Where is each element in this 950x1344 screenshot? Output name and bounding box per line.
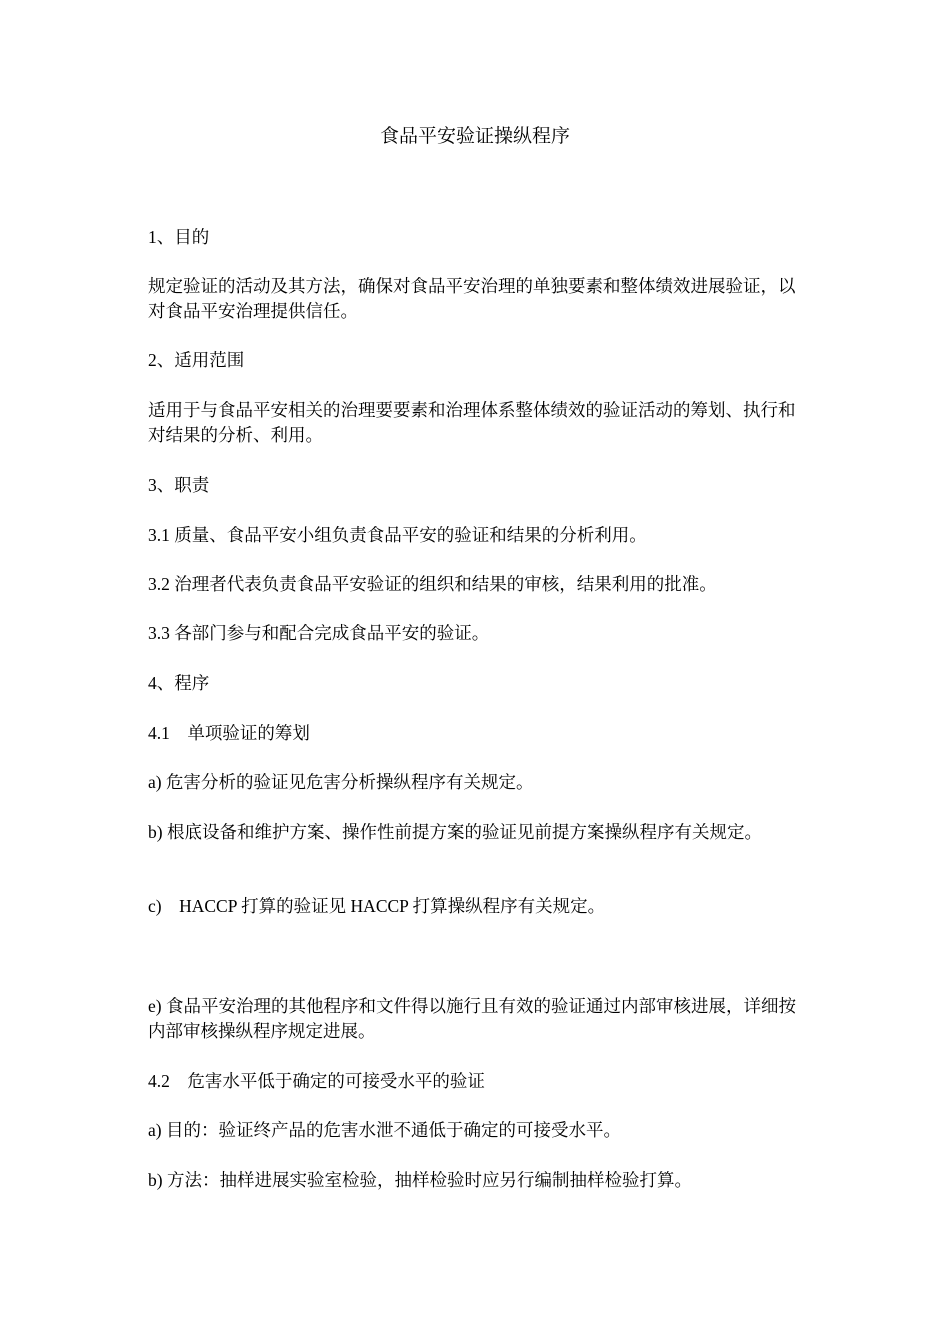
paragraph-scope: 适用于与食品平安相关的治理要要素和治理体系整体绩效的验证活动的筹划、执行和对结果的分析、利用。 — [148, 400, 796, 445]
section-heading-procedure: 4、程序 — [148, 673, 210, 693]
section-heading-scope: 2、适用范围 — [148, 350, 245, 370]
section-heading-responsibilities: 3、职责 — [148, 475, 210, 495]
list-item-e: e) 食品平安治理的其他程序和文件得以施行且有效的验证通过内部审核进展，详细按内部审核操纵程序规定进展。 — [148, 996, 796, 1041]
list-item-a: a) 危害分析的验证见危害分析操纵程序有关规定。 — [148, 772, 534, 792]
subsection-heading-4-2: 4.2 危害水平低于确定的可接受水平的验证 — [148, 1071, 485, 1091]
section-heading-purpose: 1、目的 — [148, 227, 210, 247]
paragraph-purpose: 规定验证的活动及其方法，确保对食品平安治理的单独要素和整体绩效进展验证，以对食品平安治理提供信任。 — [148, 276, 796, 321]
paragraph-responsibility-3-2: 3.2 治理者代表负责食品平安验证的组织和结果的审核，结果利用的批准。 — [148, 574, 717, 594]
paragraph-responsibility-3-1: 3.1 质量、食品平安小组负责食品平安的验证和结果的分析利用。 — [148, 525, 647, 545]
list-item-4-2-b: b) 方法：抽样进展实验室检验，抽样检验时应另行编制抽样检验打算。 — [148, 1170, 692, 1190]
list-item-4-2-a: a) 目的：验证终产品的危害水泄不通低于确定的可接受水平。 — [148, 1120, 621, 1140]
list-item-c: c) HACCP 打算的验证见 HACCP 打算操纵程序有关规定。 — [148, 896, 606, 916]
paragraph-responsibility-3-3: 3.3 各部门参与和配合完成食品平安的验证。 — [148, 623, 490, 643]
list-item-b: b) 根底设备和维护方案、操作性前提方案的验证见前提方案操纵程序有关规定。 — [148, 822, 762, 842]
document-title: 食品平安验证操纵程序 — [379, 126, 570, 147]
subsection-heading-4-1: 4.1 单项验证的筹划 — [148, 723, 310, 743]
